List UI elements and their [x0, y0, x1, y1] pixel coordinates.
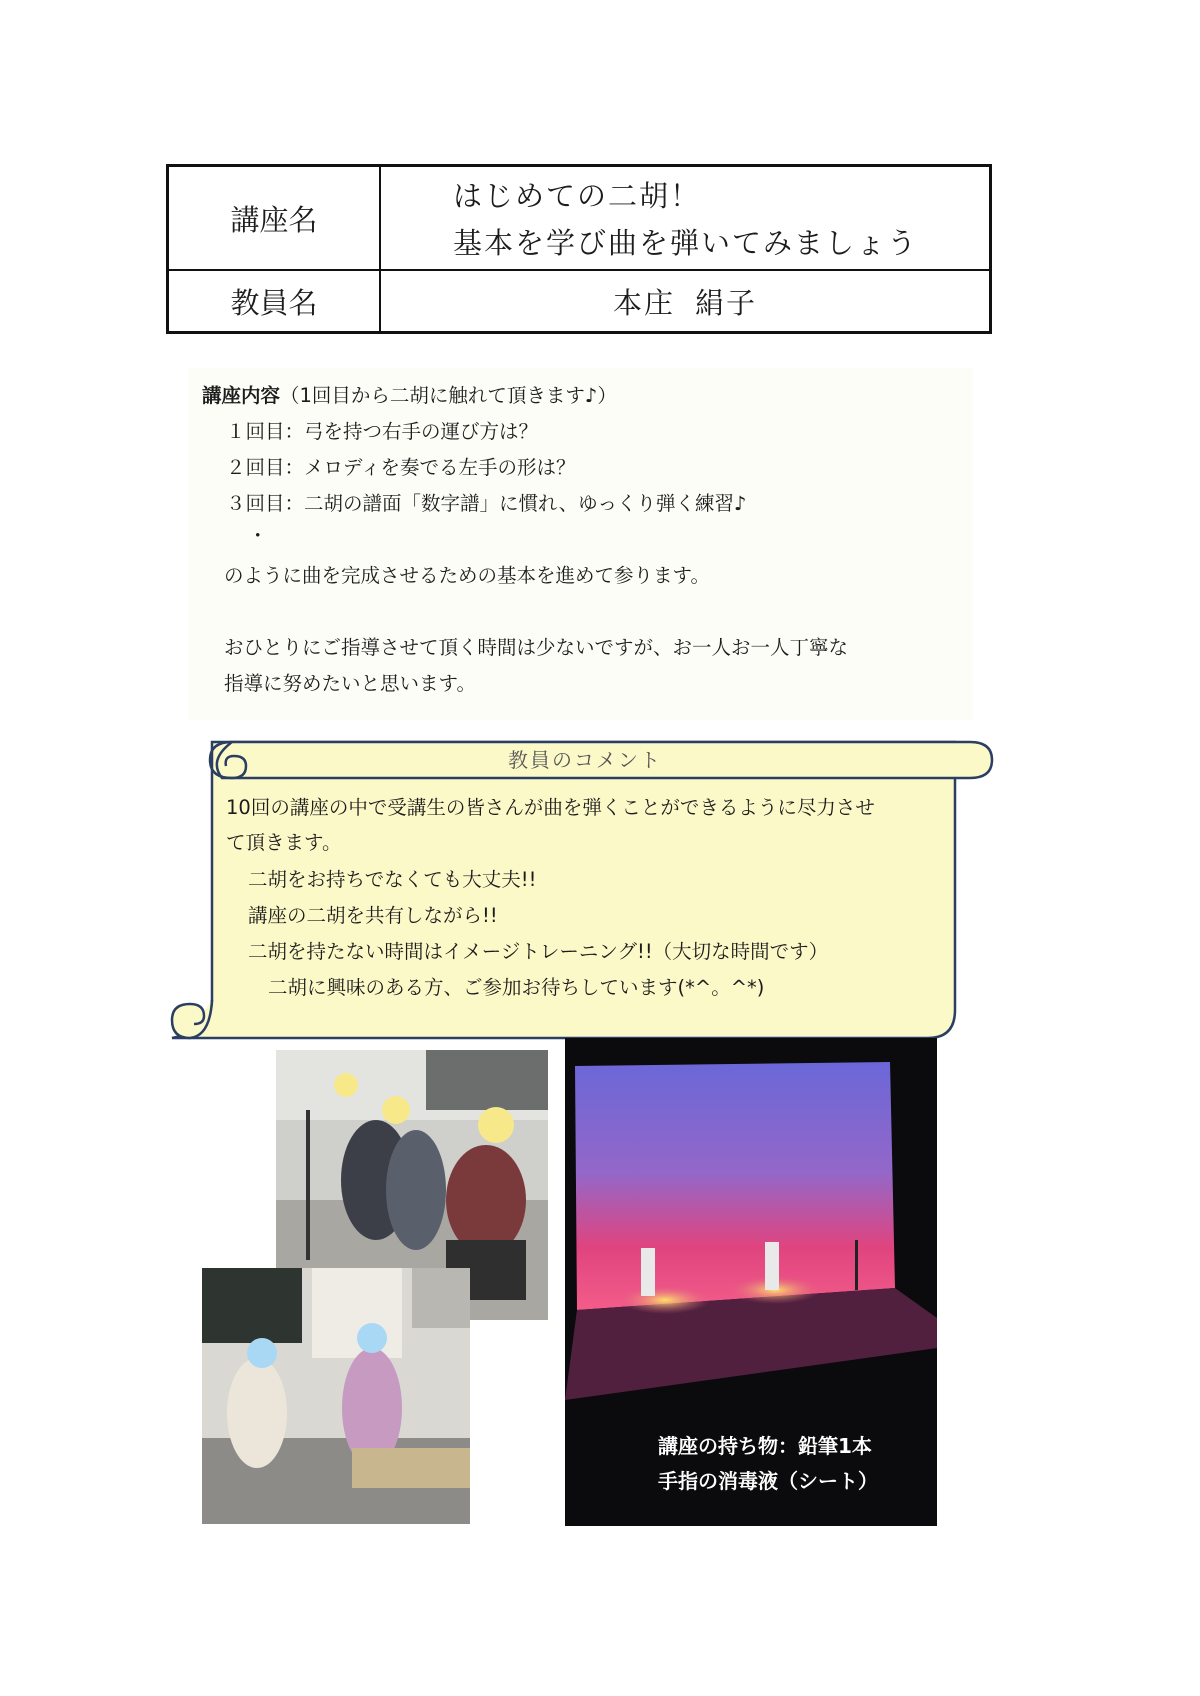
teacher-name-label: 教員名	[169, 271, 381, 331]
course-title-line2: 基本を学び曲を弾いてみましょう	[453, 226, 919, 260]
course-title-line1: はじめての二胡！	[453, 179, 702, 213]
comment-line4: 講座の二胡を共有しながら!!	[248, 904, 498, 927]
session-2: ２回目：メロディを奏でる左手の形は？	[226, 456, 576, 479]
content-summary: のように曲を完成させるための基本を進めて参ります。	[224, 564, 710, 587]
session-1: １回目：弓を持つ右手の運び方は？	[226, 420, 539, 443]
content-heading-note: （1回目から二胡に触れて頂きます♪）	[280, 384, 617, 407]
comment-line5: 二胡を持たない時間はイメージトレーニング!!（大切な時間です）	[248, 940, 829, 963]
ellipsis-dot: ・	[248, 524, 268, 547]
comment-line6: 二胡に興味のある方、ご参加お待ちしています(*^。^*)	[268, 976, 765, 999]
comment-title: 教員のコメント	[508, 748, 662, 772]
comment-line3: 二胡をお持ちでなくても大丈夫!!	[248, 868, 537, 891]
stage-caption-line2: 手指の消毒液（シート）	[658, 1469, 878, 1493]
content-note-line1: おひとりにご指導させて頂く時間は少ないですが、お一人お一人丁寧な	[224, 636, 849, 659]
course-name-label: 講座名	[169, 167, 381, 269]
content-note-line2: 指導に努めたいと思います。	[224, 672, 476, 695]
comment-line2: て頂きます。	[226, 831, 342, 854]
session-3: ３回目：二胡の譜面「数字譜」に慣れ、ゆっくり弾く練習♪	[226, 492, 747, 515]
content-heading: 講座内容	[202, 384, 281, 407]
stage-caption-line1: 講座の持ち物：鉛筆1本	[658, 1434, 872, 1458]
comment-line1: 10回の講座の中で受講生の皆さんが曲を弾くことができるように尽力させ	[226, 796, 875, 819]
teacher-surname: 本庄	[612, 285, 675, 320]
teacher-given-name: 絹子	[695, 285, 758, 320]
classroom-photo-2	[202, 1268, 470, 1524]
